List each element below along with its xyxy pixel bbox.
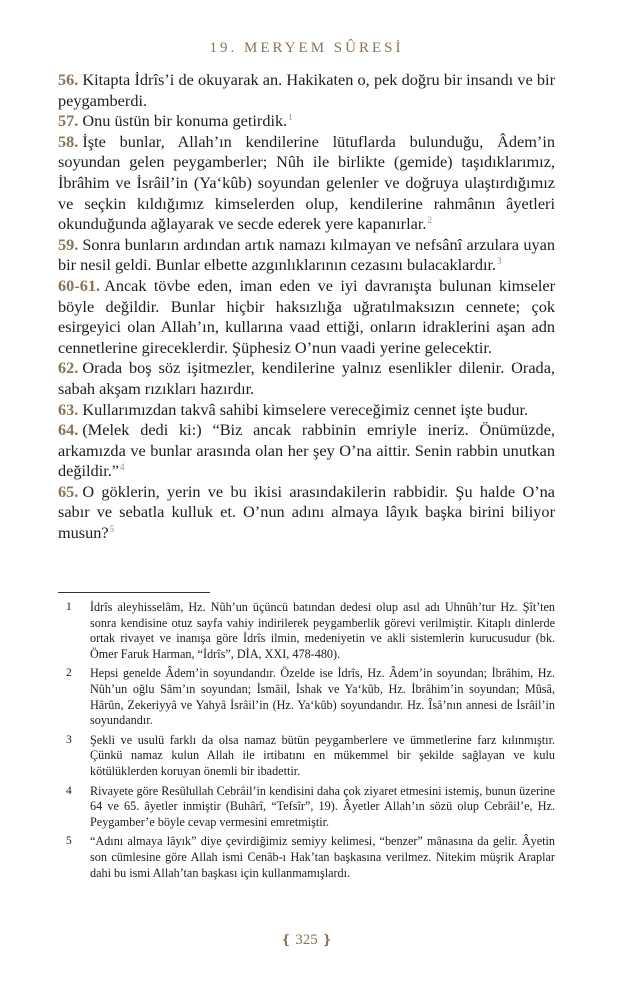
verse-text: Sonra bunların ardından artık namazı kılmayan ve nefsânî arzulara uyan bir nesil geldi. Bunlar elbette azgınlıklarının cezasını bulacaklardır. <box>58 234 555 275</box>
verse-number: 58. <box>58 131 79 151</box>
verse-number: 60-61. <box>58 275 101 295</box>
verse <box>58 400 555 421</box>
verse <box>58 358 555 399</box>
footnote-ref[interactable]: 3 <box>497 256 502 267</box>
footnote <box>58 784 555 831</box>
verse-number: 65. <box>58 481 79 501</box>
footnotes-block <box>58 600 555 885</box>
footnote-ref[interactable]: 1 <box>288 112 293 123</box>
verse-text: Ancak tövbe eden, iman eden ve iyi davranışta bulunan kimseler böyle değildir. Bunlar hiçbir haksızlığa uğratılmaksızın cennete; çok esirgeyici olan Allah’ın, kullarına vaad ettiği, onların idraklerini aşan adn cennetlerine gireceklerdir. Şüphesiz O’nun vaadi yerine gelecektir. <box>58 275 555 357</box>
footnote-text: İdrîs aleyhisselâm, Hz. Nûh’un üçüncü batından dedesi olup asıl adı Uhnûh’tur Hz. Şît’ten sonra kendisine otuz sayfa vahiy indirilerek peygamberlik görevi verilmiştir. Kitaplı dinlerde ortak rivayet ve inanışa göre İdrîs ilmin, medeniyetin ve akli sistemlerin kurucusudur (bk. Ömer Faruk Harman, “İdrîs”, DİA, XXI, 478-480). <box>90 600 555 661</box>
verse-number: 59. <box>58 234 79 254</box>
page-header: 19. MERYEM SÛRESİ <box>209 40 404 56</box>
verse-number: 57. <box>58 111 79 131</box>
footnote-number: 1 <box>66 601 72 613</box>
verse <box>58 235 555 276</box>
verse-number: 56. <box>58 70 79 89</box>
footnote-ref[interactable]: 2 <box>427 215 432 226</box>
verse <box>58 111 555 132</box>
verses-block <box>58 70 555 544</box>
verse-number: 64. <box>58 420 79 440</box>
footnote-ref[interactable]: 4 <box>120 462 125 473</box>
footnote-divider <box>58 592 210 593</box>
footnote-text: “Adını almaya lâyık” diye çevirdiğimiz semiyy kelimesi, “benzer” mânasına da gelir. Âyetin son cümlesine göre Allah ismi Cenâb-ı Hak’tan başkasına verilmez. Nitekim müşrik Araplar dahi bu ismi Allah’tan başkası için kullanmamışlardı. <box>90 834 555 880</box>
verse <box>58 276 555 358</box>
footnote <box>58 834 555 881</box>
ornament-left-icon: ❴ <box>280 932 292 947</box>
verse-text: Kullarımızdan takvâ sahibi kimselere vereceğimiz cennet işte budur. <box>82 399 529 419</box>
verse <box>58 420 555 482</box>
verse-number: 62. <box>58 358 79 378</box>
footnote-text: Hepsi genelde Âdem’in soyundandır. Özelde ise İdrîs, Hz. Âdem’in soyundan; İbrâhim, Hz. Nûh’un oğlu Sâm’ın soyundan; İsmâil, İshak ve Ya‘kûb, Hz. İbrâhim’in soyundan; Mûsâ, Hârûn, Zekeriyyâ ve Yahyâ İsrâil’in (Hz. Ya‘kûb) soyundandır. Hz. Îsâ’nın annesi de İsrâil’in soyundandır. <box>90 666 555 728</box>
footnote-number: 3 <box>66 733 72 746</box>
verse-text: Onu üstün bir konuma getirdik. <box>82 111 288 131</box>
footnote <box>58 666 555 728</box>
verse-text: İşte bunlar, Allah’ın kendilerine lütuflarda bulunduğu, Âdem’in soyundan gelen peygamberler; Nûh ile birlikte (gemide) taşıdıklarımız, İbrâhim ve İsrâil’in (Ya‘kûb) soyundan gelenler ve doğruya ulaştırdığımız ve seçkin kıldığımız kimselerden olup, kendilerine rahmânın âyetleri okunduğunda ağlayarak ve secde ederek yere kapanırlar. <box>58 131 555 234</box>
verse <box>58 132 555 235</box>
ornament-right-icon: ❵ <box>321 932 333 947</box>
footnote-ref[interactable]: 5 <box>109 524 115 535</box>
verse-text: Kitapta İdrîs’i de okuyarak an. Hakikaten o, pek doğru bir insandı ve bir peygamberdi. <box>58 70 555 110</box>
footnote <box>58 600 555 662</box>
verse-text: (Melek dedi ki:) “Biz ancak rabbinin emriyle ineriz. Önümüzde, arkamızda ve bunlar arasında olan her şey O’na aittir. Senin rabbin unutkan değildir.” <box>58 420 555 481</box>
verse <box>58 482 555 544</box>
verse <box>58 70 555 111</box>
footnote <box>58 733 555 780</box>
verse-number: 63. <box>58 399 79 419</box>
verse-text: Orada boş söz işitmezler, kendilerine yalnız esenlikler dilenir. Orada, sabah akşam rızıkları hazırdır. <box>58 358 555 398</box>
footnote-number: 5 <box>66 835 72 848</box>
page-number: 325 <box>295 932 318 948</box>
verse-text: O göklerin, yerin ve bu ikisi arasındakilerin rabbidir. Şu halde O’na sabır ve sebatla kulluk et. O’nun adını almaya lâyık başka birini biliyor musun? <box>58 481 555 543</box>
footnote-text: Şekli ve usulü farklı da olsa namaz bütün peygamberlere ve ümmetlerine farz kılınmıştır. Çünkü namaz kulun Allah ile irtibatını en mükemmel bir şekilde sağlayan ve kulu kötülüklerden koruyan önemli bir ibadettir. <box>90 732 555 778</box>
footnote-text: Rivayete göre Resûlullah Cebrâil’in kendisini daha çok ziyaret etmesini istemiş, bunun üzerine 64 ve 65. âyetler inmiştir (Buhârî, “Tefsîr”, 19). Âyetler Allah’ın sözü olup Cebrâil’e, Hz. Peygamber’e böyle cevap vermesini emretmiştir. <box>90 783 555 829</box>
page-number-area <box>58 932 555 949</box>
footnote-number: 2 <box>66 667 72 680</box>
footnote-number: 4 <box>66 784 72 797</box>
